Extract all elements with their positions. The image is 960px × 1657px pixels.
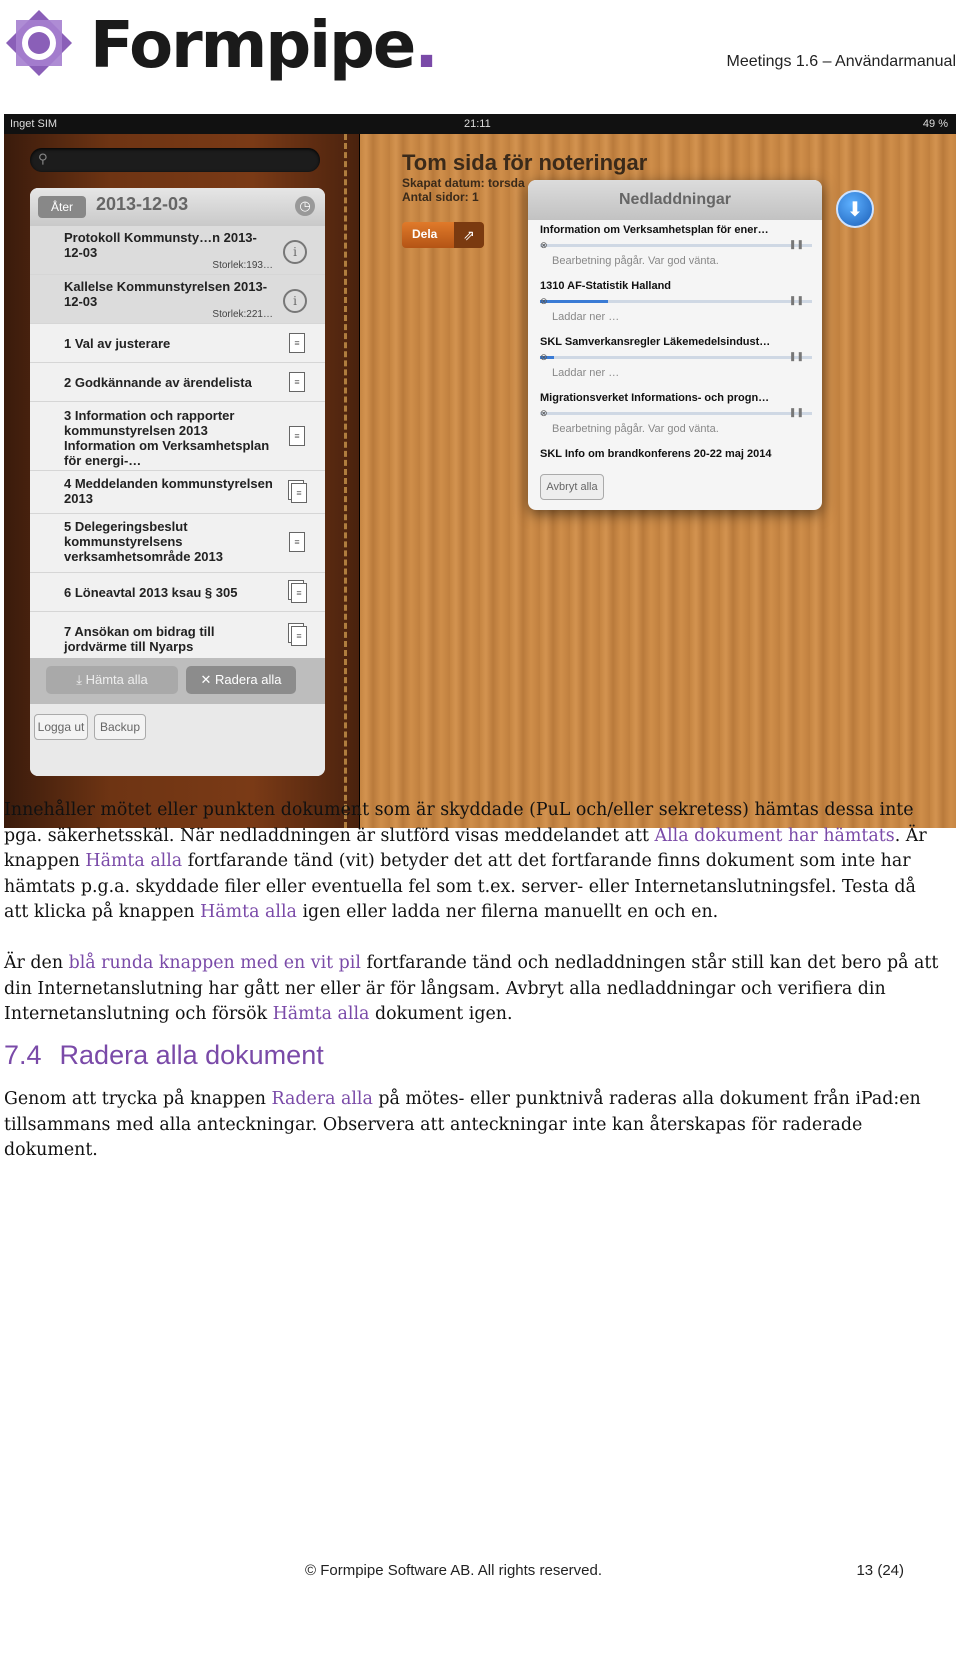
- clock-icon[interactable]: ◷: [295, 196, 315, 216]
- search-icon: ⚲: [38, 152, 48, 167]
- paragraph-delete-all: [4, 1087, 944, 1164]
- note-title: Tom sida för noteringar: [402, 150, 648, 175]
- text-run: fortfarande tänd (vit) betyder det att det fortfarande finns dokument som inte har hämtats p.g.a. skyddade filer eller eventuella fel som t.ex. server- eller Internetanslutningsfel. Testa då att klicka på knappen: [4, 851, 916, 922]
- agenda-item-title: 3 Information och rapporter kommunstyrelsen 2013 Information om Verksamhetsplan för energi-…: [64, 408, 270, 468]
- meeting-doc-size: Storlek:221…: [212, 309, 273, 320]
- page-number: 13 (24): [856, 1562, 904, 1579]
- carrier-label: Inget SIM: [10, 118, 58, 130]
- download-status: Laddar ner …: [552, 311, 620, 323]
- share-button[interactable]: [402, 222, 484, 248]
- download-item: [540, 392, 812, 435]
- logout-button[interactable]: Logga ut: [34, 714, 88, 740]
- download-progress-bar: [540, 356, 812, 359]
- battery-label: 49 %: [922, 118, 948, 130]
- document-icon: ≡: [289, 372, 305, 392]
- agenda-item-row[interactable]: [30, 402, 325, 471]
- leather-stitching: [344, 134, 351, 828]
- info-icon[interactable]: i: [283, 240, 307, 264]
- text-run: . Är knappen: [4, 825, 927, 871]
- agenda-item-title: 7 Ansökan om bidrag till jordvärme till Nyarps: [64, 624, 215, 654]
- multiple-documents-icon: ≡: [291, 583, 307, 603]
- pause-icon[interactable]: ❚❚: [788, 295, 804, 305]
- share-label: Dela: [412, 227, 438, 241]
- document-icon: ≡: [289, 532, 305, 552]
- agenda-item-row[interactable]: [30, 612, 325, 659]
- section-heading: [4, 1040, 324, 1071]
- download-progress-bar: [540, 300, 812, 303]
- download-icon: ⤓: [76, 672, 86, 687]
- agenda-panel-header: [30, 188, 325, 226]
- meeting-doc-size: Storlek:193…: [212, 260, 273, 271]
- text-run: igen eller ladda ner filerna manuellt en och en.: [296, 902, 719, 922]
- status-bar: [4, 114, 956, 134]
- fetch-all-label: Hämta alla: [85, 672, 148, 687]
- highlighted-term: Hämta alla: [85, 851, 183, 871]
- pause-icon[interactable]: ❚❚: [788, 407, 804, 417]
- agenda-item-title: 1 Val av justerare: [64, 336, 171, 351]
- download-item: [540, 280, 812, 323]
- meeting-doc-row[interactable]: [30, 275, 325, 324]
- cancel-download-icon[interactable]: ⊗: [540, 352, 548, 362]
- download-name: Information om Verksamhetsplan för ener…: [540, 224, 769, 236]
- back-button[interactable]: Åter: [38, 196, 86, 218]
- text-run: Innehåller mötet eller punkten dokument som är skyddade (PuL och/eller sekretess) hämtas dessa inte pga. säkerhetsskäl. När nedladdningen är slutförd visas meddelandet att: [4, 800, 914, 846]
- multiple-documents-icon: ≡: [291, 483, 307, 503]
- agenda-item-row[interactable]: [30, 573, 325, 612]
- agenda-item-title: 5 Delegeringsbeslut kommunstyrelsens verksamhetsområde 2013: [64, 519, 223, 564]
- text-run: fortfarande tänd och nedladdningen står still kan det bero på att din Internetanslutning har gått ner eller är för långsam. Avbryt alla nedladdningar och verifiera din Internetanslutning och försök: [4, 953, 939, 1024]
- text-run: dokument igen.: [369, 1004, 513, 1024]
- agenda-item-title: 4 Meddelanden kommunstyrelsen 2013: [64, 476, 273, 506]
- delete-all-button[interactable]: ✕ Radera alla: [186, 666, 296, 694]
- meeting-doc-title: Kallelse Kommunstyrelsen 2013-12-03: [64, 279, 268, 309]
- downloads-title: Nedladdningar: [528, 180, 822, 220]
- section-number: 7.4: [4, 1040, 42, 1070]
- meeting-doc-row[interactable]: [30, 226, 325, 275]
- document-title: Meetings 1.6 – Användarmanual: [726, 53, 956, 70]
- agenda-item-row[interactable]: [30, 471, 325, 514]
- document-icon: ≡: [289, 426, 305, 446]
- pause-icon[interactable]: ❚❚: [788, 239, 804, 249]
- note-created: Skapat datum: torsda: [402, 176, 525, 190]
- download-status: Bearbetning pågår. Var god vänta.: [552, 423, 719, 435]
- info-icon[interactable]: i: [283, 289, 307, 313]
- cancel-download-icon[interactable]: ⊗: [540, 296, 548, 306]
- cancel-all-button[interactable]: Avbryt alla: [540, 474, 604, 500]
- section-title: Radera alla dokument: [59, 1040, 324, 1070]
- download-progress-fill: [540, 300, 608, 303]
- highlighted-term: blå runda knappen med en vit pil: [68, 953, 361, 973]
- cancel-download-icon[interactable]: ⊗: [540, 240, 548, 250]
- agenda-item-row[interactable]: [30, 514, 325, 573]
- agenda-panel: [30, 188, 325, 776]
- backup-button[interactable]: Backup: [94, 714, 146, 740]
- time-label: 21:11: [464, 118, 491, 130]
- download-name: SKL Info om brandkonferens 20-22 maj 2014: [540, 448, 772, 460]
- agenda-footer: [30, 704, 325, 776]
- meeting-date: 2013-12-03: [96, 194, 189, 214]
- agenda-item-title: 6 Löneavtal 2013 ksau § 305: [64, 585, 238, 600]
- download-progress-bar: [540, 244, 812, 247]
- highlighted-term: Hämta alla: [200, 902, 297, 922]
- page-header: [0, 0, 960, 100]
- text-run: Genom att trycka på knappen: [4, 1089, 272, 1109]
- agenda-item-row[interactable]: [30, 324, 325, 363]
- paragraph-blue-button: [4, 951, 944, 1028]
- download-item: [540, 224, 812, 267]
- download-name: Migrationsverket Informations- och progn…: [540, 392, 770, 404]
- agenda-item-title: 2 Godkännande av ärendelista: [64, 375, 252, 390]
- download-status: Bearbetning pågår. Var god vänta.: [552, 255, 719, 267]
- download-item: [540, 336, 812, 379]
- note-page-count: Antal sidor: 1: [402, 190, 479, 204]
- download-arrow-icon[interactable]: ⬇: [836, 190, 874, 228]
- text-run: Är den: [4, 953, 69, 973]
- download-name: 1310 AF-Statistik Halland: [540, 280, 672, 292]
- brand-name: Formpipe.: [90, 9, 437, 83]
- download-status: Laddar ner …: [552, 367, 620, 379]
- share-icon: ⇗: [454, 222, 484, 248]
- meeting-doc-title: Protokoll Kommunsty…n 2013-12-03: [64, 230, 257, 260]
- formpipe-logo-icon: [4, 8, 74, 78]
- download-name: SKL Samverkansregler Läkemedelsindust…: [540, 336, 771, 348]
- agenda-item-row[interactable]: [30, 363, 325, 402]
- paragraph-download-info: [4, 798, 944, 926]
- download-progress-bar: [540, 412, 812, 415]
- highlighted-term: Radera alla: [271, 1089, 373, 1109]
- cancel-download-icon[interactable]: ⊗: [540, 408, 548, 418]
- search-field[interactable]: [30, 148, 320, 172]
- copyright-text: © Formpipe Software AB. All rights reserved.: [305, 1562, 603, 1579]
- pause-icon[interactable]: ❚❚: [788, 351, 804, 361]
- text-run: på mötes- eller punktnivå raderas alla dokument från iPad:en tillsammans med alla anteckningar. Observera att anteckningar inte kan återskapas för raderade dokument.: [4, 1089, 921, 1160]
- highlighted-term: Hämta alla: [272, 1004, 370, 1024]
- fetch-all-button[interactable]: [46, 666, 178, 694]
- highlighted-term: Alla dokument har hämtats: [654, 825, 895, 846]
- downloads-popover: [528, 180, 822, 510]
- multiple-documents-icon: ≡: [291, 626, 307, 646]
- agenda-action-bar: [30, 658, 325, 704]
- download-item: [540, 448, 812, 460]
- document-icon: ≡: [289, 333, 305, 353]
